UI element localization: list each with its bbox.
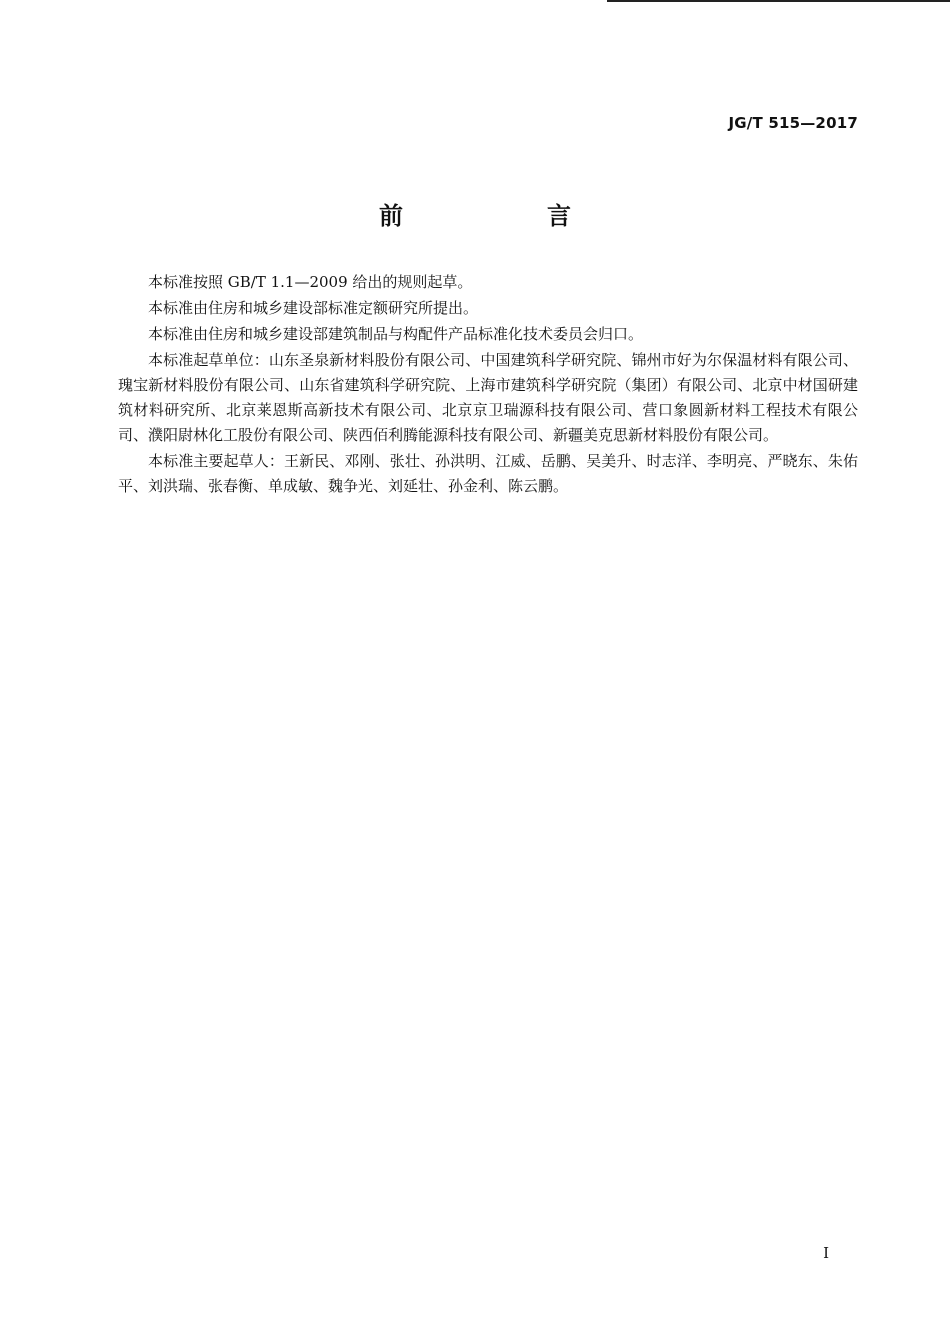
scan-edge-line: [607, 0, 950, 2]
page-number: I: [823, 1244, 829, 1262]
paragraph-proposer: 本标准由住房和城乡建设部标准定额研究所提出。: [148, 299, 479, 317]
paragraph-drafting-units: 本标准起草单位：山东圣泉新材料股份有限公司、中国建筑科学研究院、锦州市好为尔保温材料有限公司、瑰宝新材料股份有限公司、山东省建筑科学研究院、上海市建筑科学研究院（集团）有限公司、北京中材国研建筑材料研究所、北京莱恩斯高新技术有限公司、北京京卫瑞源科技有限公司、营口象圆新材料工程技术有限公司、濮阳尉林化工股份有限公司、陕西佰利腾能源科技有限公司、新疆美克思新材料股份有限公司。: [118, 351, 858, 444]
paragraph-administrator: 本标准由住房和城乡建设部建筑制品与构配件产品标准化技术委员会归口。: [148, 325, 644, 343]
paragraph-main-drafters: 本标准主要起草人：王新民、邓刚、张壮、孙洪明、江威、岳鹏、吴美升、时志洋、李明亮、严晓东、朱佑平、刘洪瑞、张春衡、单成敏、魏争光、刘延壮、孙金利、陈云鹏。: [118, 452, 858, 495]
paragraph-drafting-rules: 本标准按照 GB/T 1.1—2009 给出的规则起草。: [148, 273, 473, 291]
page-title: 前 言: [379, 202, 631, 230]
foreword-body: [118, 270, 858, 500]
standard-code: JG/T 515—2017: [728, 114, 858, 132]
